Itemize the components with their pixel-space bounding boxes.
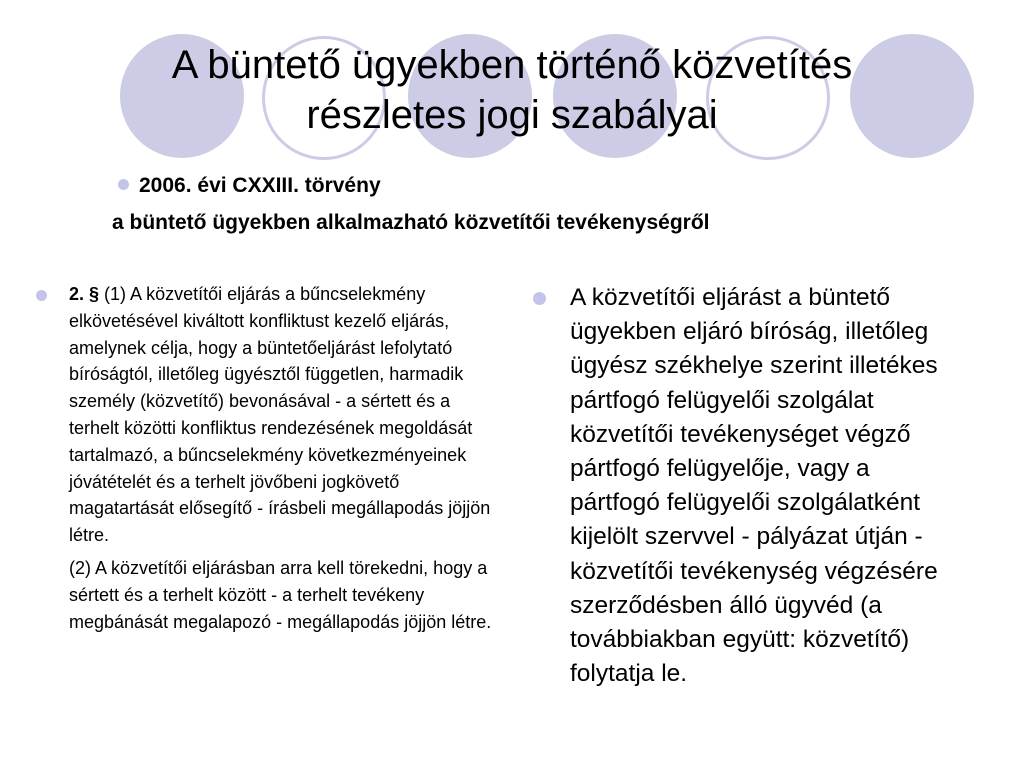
slide-title-line1: A büntető ügyekben történő közvetítés bbox=[171, 43, 853, 87]
subtitle-line1: 2006. évi CXXIII. törvény bbox=[139, 174, 381, 197]
section-mark: 2. § bbox=[69, 284, 100, 304]
right-paragraph: A közvetítői eljárást a büntető ügyekben eljáró bíróság, illetőleg ügyész székhelye szerint illetékes pártfogó felügyelői szolgálat közvetítői tevékenységet végző pártfogó felügyelője, vagy a pártfogó felügyelői szolgálatként kijelölt szervvel - pályázat útján - közvetítői tevékenység végzésére szerződésben álló ügyvéd (a továbbiakban együtt: közvetítő) folytatja le. bbox=[570, 284, 938, 688]
bullet-icon bbox=[36, 290, 47, 301]
slide-title-line2: részletes jogi szabályai bbox=[306, 93, 718, 137]
left-paragraph-1: (1) A közvetítői eljárás a bűncselekmény elkövetésével kiváltott konfliktust kezelő eljárás, amelynek célja, hogy a büntetőeljárást lefolytató bíróságtól, illetőleg ügyésztől független, harmadik személy (közvetítő) bevonásával - a sértett és a terhelt közötti konfliktus rendezésének megoldását tartalmazó, a bűncselekmény következményeinek jóvátételét és a terhelt jövőbeni jogkövető magatartását elősegítő - írásbeli megállapodás jöjjön létre. bbox=[69, 284, 491, 546]
bullet-icon bbox=[533, 292, 546, 305]
right-column bbox=[533, 281, 963, 691]
left-paragraph-2: (2) A közvetítői eljárásban arra kell törekedni, hogy a sértett és a terhelt között - a terhelt tevékeny megbánását megalapozó - megállapodás jöjjön létre. bbox=[69, 557, 492, 632]
slide-title bbox=[40, 40, 984, 140]
right-bullet bbox=[533, 281, 963, 691]
left-bullet bbox=[36, 281, 498, 549]
subtitle-bullet bbox=[118, 174, 381, 198]
left-column bbox=[36, 281, 498, 635]
bullet-icon bbox=[118, 179, 129, 190]
subtitle-line2: a büntető ügyekben alkalmazható közvetítői tevékenységről bbox=[112, 211, 710, 234]
